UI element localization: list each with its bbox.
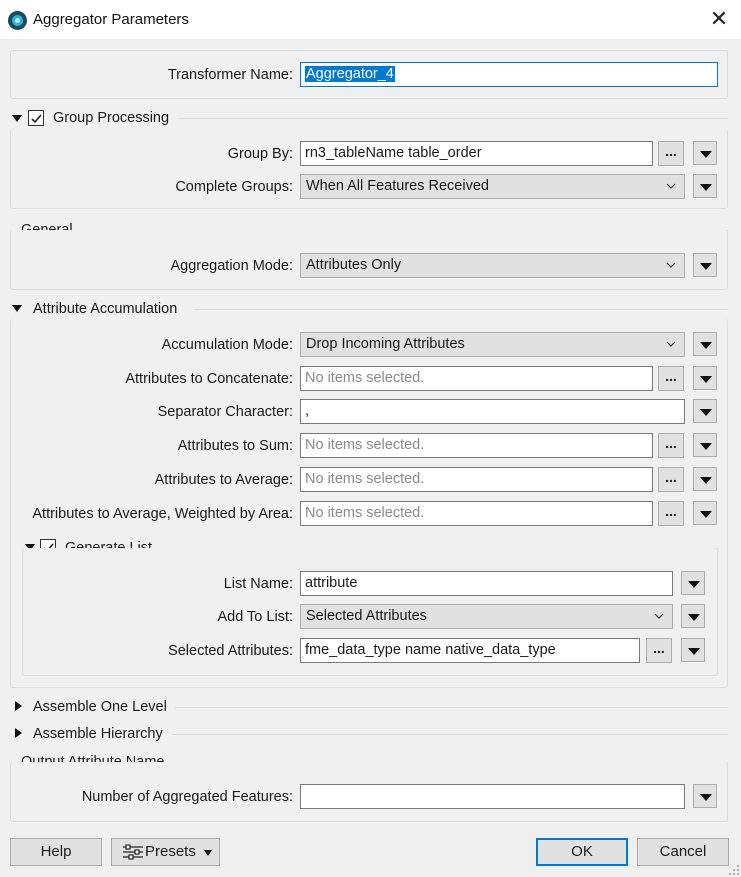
- menu-arrow-icon: [688, 648, 700, 655]
- menu-arrow-icon: [700, 477, 712, 484]
- complete-groups-select[interactable]: [300, 174, 685, 199]
- section-divider: [175, 707, 728, 708]
- collapse-triangle-icon[interactable]: [12, 115, 22, 122]
- accumulation-mode-label: Accumulation Mode:: [161, 337, 293, 353]
- assemble-hierarchy-title[interactable]: Assemble Hierarchy: [33, 726, 163, 742]
- sum-menu-button[interactable]: [693, 433, 717, 457]
- sliders-icon: [122, 843, 144, 861]
- help-button[interactable]: Help: [10, 838, 102, 866]
- separator-label: Separator Character:: [157, 404, 293, 420]
- aggregated-features-menu-button[interactable]: [693, 784, 717, 808]
- sum-label: Attributes to Sum:: [177, 438, 293, 454]
- sum-browse-button[interactable]: ...: [658, 433, 684, 458]
- complete-groups-value: When All Features Received: [306, 178, 489, 194]
- aggregated-features-input[interactable]: [300, 784, 685, 809]
- complete-groups-label: Complete Groups:: [175, 179, 293, 195]
- group-processing-checkbox[interactable]: [28, 110, 44, 126]
- selected-attributes-browse-button[interactable]: ...: [646, 638, 672, 663]
- transformer-name-value: Aggregator_4: [306, 66, 394, 82]
- checkmark-icon: [30, 112, 43, 125]
- group-by-menu-button[interactable]: [693, 141, 717, 165]
- app-icon: [8, 11, 27, 30]
- accumulation-mode-value: Drop Incoming Attributes: [306, 336, 465, 352]
- menu-arrow-icon: [700, 794, 712, 801]
- aggregation-mode-label: Aggregation Mode:: [170, 258, 293, 274]
- group-processing-title: Group Processing: [53, 110, 170, 126]
- concatenate-label: Attributes to Concatenate:: [125, 371, 293, 387]
- chevron-down-icon: [204, 850, 212, 856]
- menu-arrow-icon: [700, 151, 712, 158]
- selected-attributes-menu-button[interactable]: [681, 638, 705, 662]
- transformer-name-input[interactable]: [300, 62, 718, 87]
- accumulation-mode-menu-button[interactable]: [693, 332, 717, 356]
- presets-button[interactable]: [111, 838, 220, 866]
- aggregation-mode-select[interactable]: [300, 253, 685, 278]
- assemble-one-level-title[interactable]: Assemble One Level: [33, 699, 167, 715]
- collapse-triangle-icon[interactable]: [12, 305, 22, 312]
- add-to-list-menu-button[interactable]: [681, 604, 705, 628]
- concatenate-browse-button[interactable]: ...: [658, 366, 684, 391]
- menu-arrow-icon: [700, 376, 712, 383]
- selected-attributes-input[interactable]: fme_data_type name native_data_type: [300, 638, 640, 663]
- average-browse-button[interactable]: ...: [658, 467, 684, 492]
- window-title: Aggregator Parameters: [33, 11, 189, 28]
- average-input[interactable]: No items selected.: [300, 467, 653, 492]
- transformer-name-label: Transformer Name:: [167, 67, 293, 83]
- menu-arrow-icon: [700, 263, 712, 270]
- separator-input[interactable]: ,: [300, 399, 685, 424]
- section-divider: [194, 309, 728, 310]
- close-icon[interactable]: ✕: [709, 6, 729, 31]
- weighted-average-browse-button[interactable]: ...: [658, 501, 684, 526]
- dropdown-chevron-icon: [666, 262, 676, 268]
- title-bar: [0, 0, 741, 40]
- dropdown-chevron-icon: [654, 613, 664, 619]
- menu-arrow-icon: [700, 443, 712, 450]
- menu-arrow-icon: [700, 342, 712, 349]
- weighted-average-label: Attributes to Average, Weighted by Area:: [32, 506, 293, 522]
- aggregated-features-label: Number of Aggregated Features:: [81, 789, 293, 805]
- list-name-label: List Name:: [223, 576, 293, 592]
- accumulation-mode-select[interactable]: [300, 332, 685, 357]
- weighted-average-input[interactable]: No items selected.: [300, 501, 653, 526]
- group-by-input[interactable]: rn3_tableName table_order: [300, 141, 653, 166]
- resize-grip-icon[interactable]: [728, 864, 740, 876]
- complete-groups-menu-button[interactable]: [693, 174, 717, 198]
- add-to-list-label: Add To List:: [217, 609, 293, 625]
- menu-arrow-icon: [700, 511, 712, 518]
- presets-label: Presets: [145, 843, 196, 860]
- weighted-average-menu-button[interactable]: [693, 501, 717, 525]
- attribute-accumulation-title: Attribute Accumulation: [33, 301, 178, 317]
- menu-arrow-icon: [700, 409, 712, 416]
- average-label: Attributes to Average:: [154, 472, 293, 488]
- add-to-list-value: Selected Attributes: [306, 608, 427, 624]
- aggregation-mode-menu-button[interactable]: [693, 253, 717, 277]
- menu-arrow-icon: [688, 614, 700, 621]
- concatenate-menu-button[interactable]: [693, 366, 717, 390]
- selected-attributes-label: Selected Attributes:: [168, 643, 293, 659]
- group-by-label: Group By:: [227, 146, 293, 162]
- concatenate-input[interactable]: No items selected.: [300, 366, 653, 391]
- section-divider: [178, 118, 728, 119]
- cancel-button[interactable]: Cancel: [637, 838, 729, 866]
- menu-arrow-icon: [688, 581, 700, 588]
- ok-button[interactable]: OK: [536, 838, 628, 866]
- expand-triangle-icon[interactable]: [15, 701, 22, 711]
- separator-menu-button[interactable]: [693, 399, 717, 423]
- dropdown-chevron-icon: [666, 341, 676, 347]
- add-to-list-select[interactable]: [300, 604, 673, 629]
- dropdown-chevron-icon: [666, 183, 676, 189]
- section-divider: [172, 734, 728, 735]
- list-name-menu-button[interactable]: [681, 571, 705, 595]
- group-by-browse-button[interactable]: ...: [658, 141, 684, 166]
- average-menu-button[interactable]: [693, 467, 717, 491]
- menu-arrow-icon: [700, 184, 712, 191]
- expand-triangle-icon[interactable]: [15, 728, 22, 738]
- sum-input[interactable]: No items selected.: [300, 433, 653, 458]
- list-name-input[interactable]: attribute: [300, 571, 673, 596]
- aggregation-mode-value: Attributes Only: [306, 257, 402, 273]
